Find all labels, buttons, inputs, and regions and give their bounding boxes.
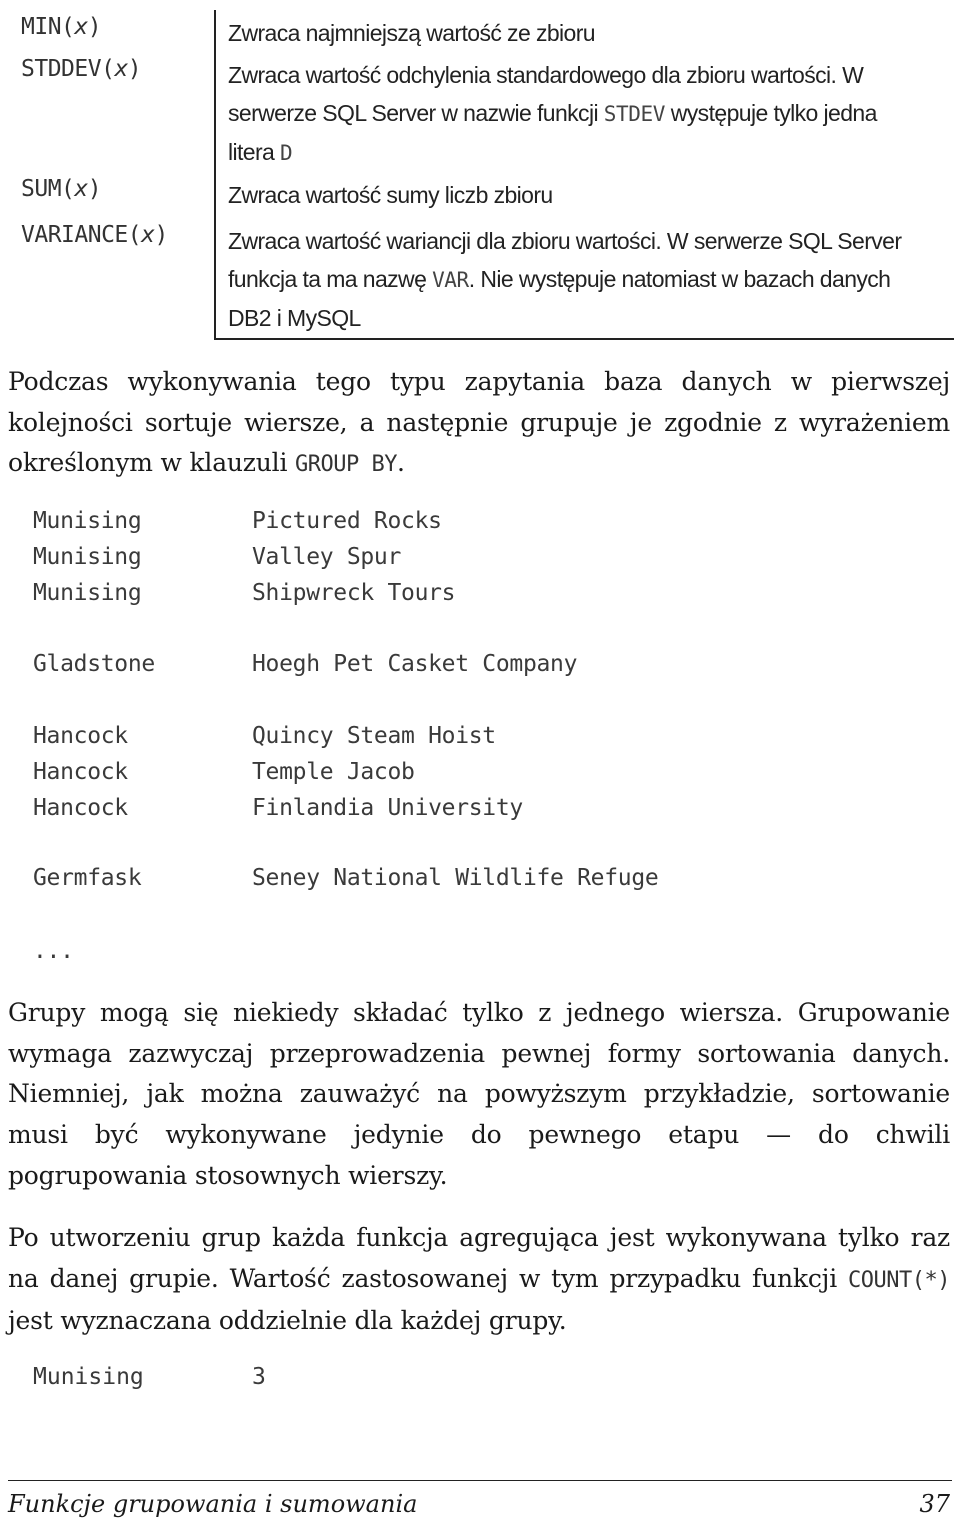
- footer-rule: [8, 1480, 952, 1481]
- function-description: Zwraca wartość sumy liczb zbioru: [228, 182, 553, 208]
- function-description: Zwraca wartość odchylenia standardowego dla zbioru wartości. W serwerze SQL Server w nazwie funkcji STDEV występuje tylko jedna litera D: [228, 62, 877, 165]
- function-name: VARIANCE(x): [21, 222, 168, 248]
- paragraph-grouping-order: Podczas wykonywania tego typu zapytania baza danych w pierwszej kolejności sortuje wiersze, a następnie grupuje je zgodnie z wyrażeniem określonym w klauzuli GROUP BY.: [8, 367, 950, 478]
- function-name: SUM(x): [21, 176, 102, 202]
- page-number: 37: [919, 1490, 950, 1518]
- paragraph-aggregate-per-group: Po utworzeniu grup każda funkcja agregująca jest wykonywana tylko raz na danej grupie. Wartość zastosowanej w tym przypadku funkcji COUNT(*) jest wyznaczana oddzielnie dla każdej grupy.: [8, 1223, 950, 1336]
- function-description: Zwraca najmniejszą wartość ze zbioru: [228, 20, 595, 46]
- table-bottom-rule: [216, 338, 954, 340]
- table-vertical-rule: [214, 10, 216, 340]
- footer-chapter-title: Funkcje grupowania i sumowania: [8, 1490, 418, 1518]
- function-name: STDDEV(x): [21, 56, 142, 82]
- function-description: Zwraca wartość wariancji dla zbioru wartości. W serwerze SQL Server funkcja ta ma nazwę VAR. Nie występuje natomiast w bazach danych DB2 i MySQL: [228, 228, 902, 331]
- function-table: [10, 0, 945, 340]
- paragraph-single-row-groups: Grupy mogą się niekiedy składać tylko z jednego wiersza. Grupowanie wymaga zazwyczaj przeprowadzenia pewnej formy sortowania danych. Niemniej, jak można zauważyć na powyższym przykładzie, sortowanie musi być wykonywane jedynie do pewnego etapu — do chwili pogrupowania stosownych wierszy.: [8, 998, 950, 1190]
- code-listing: Munising Pictured Rocks Munising Valley Spur Munising Shipwreck Tours Gladstone Hoegh Pet Casket Company Hancock Quincy Steam Hoist Hancock Temple Jacob Hancock Finlandia University Germfask Seney National Wildlife Refuge ...: [33, 508, 659, 964]
- function-name: MIN(x): [21, 14, 102, 40]
- count-result-row: Munising 3: [33, 1364, 266, 1390]
